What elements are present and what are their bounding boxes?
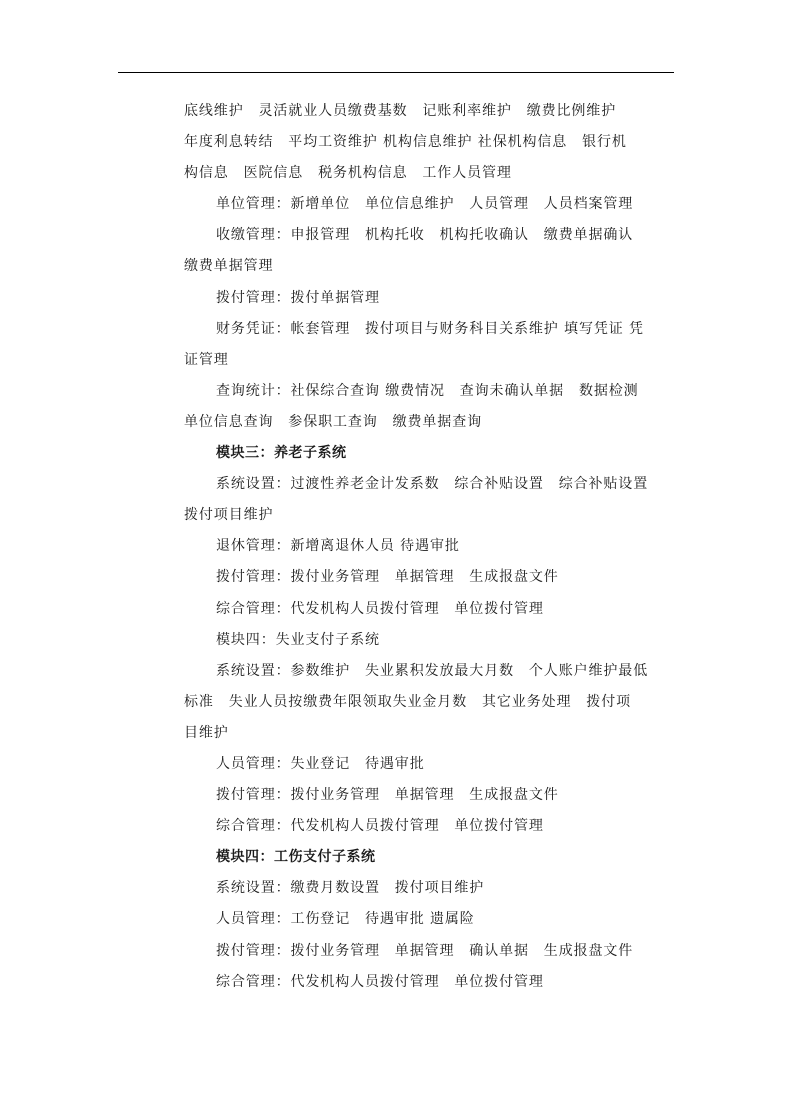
text-line-2: 年度利息转结 平均工资维护 机构信息维护 社保机构信息 银行机 [184, 134, 627, 151]
collection-management-line-cont: 缴费单据管理 [184, 258, 274, 275]
unemployment-system-settings-line-cont-1: 标准 失业人员按缴费年限领取失业金月数 其它业务处理 拨付项 [184, 693, 631, 710]
document-body [184, 96, 674, 998]
unemployment-personnel-management-line: 人员管理：失业登记 待遇审批 [216, 755, 425, 772]
injury-personnel-management-line: 人员管理：工伤登记 待遇审批 遗属险 [216, 911, 475, 928]
module-4-unemployment-heading: 模块四：失业支付子系统 [216, 631, 380, 648]
pension-payment-management-line: 拨付管理：拨付业务管理 单据管理 生成报盘文件 [216, 569, 559, 586]
unit-management-line: 单位管理：新增单位 单位信息维护 人员管理 人员档案管理 [216, 196, 634, 213]
pension-system-settings-line: 系统设置：过渡性养老金计发系数 综合补贴设置 综合补贴设置 [216, 476, 649, 493]
query-statistics-line-cont: 单位信息查询 参保职工查询 缴费单据查询 [184, 413, 482, 430]
unemployment-system-settings-line: 系统设置：参数维护 失业累积发放最大月数 个人账户维护最低 [216, 662, 649, 679]
financial-voucher-line: 财务凭证：帐套管理 拨付项目与财务科目关系维护 填写凭证 凭 [216, 320, 644, 337]
injury-comprehensive-management-line: 综合管理：代发机构人员拨付管理 单位拨付管理 [216, 973, 544, 990]
pension-comprehensive-management-line: 综合管理：代发机构人员拨付管理 单位拨付管理 [216, 600, 544, 617]
unemployment-comprehensive-management-line: 综合管理：代发机构人员拨付管理 单位拨付管理 [216, 818, 544, 835]
retirement-management-line: 退休管理：新增离退休人员 待遇审批 [216, 538, 460, 555]
unemployment-system-settings-line-cont-2: 目维护 [184, 724, 229, 741]
unemployment-payment-management-line: 拨付管理：拨付业务管理 单据管理 生成报盘文件 [216, 787, 559, 804]
module-4-injury-heading: 模块四：工伤支付子系统 [216, 849, 376, 866]
header-rule [118, 72, 674, 73]
query-statistics-line: 查询统计：社保综合查询 缴费情况 查询未确认单据 数据检测 [216, 382, 639, 399]
module-3-heading: 模块三：养老子系统 [216, 445, 347, 462]
financial-voucher-line-cont: 证管理 [184, 351, 229, 368]
injury-system-settings-line: 系统设置：缴费月数设置 拨付项目维护 [216, 880, 485, 897]
collection-management-line: 收缴管理：申报管理 机构托收 机构托收确认 缴费单据确认 [216, 227, 634, 244]
pension-system-settings-line-cont: 拨付项目维护 [184, 507, 274, 524]
text-line-1: 底线维护 灵活就业人员缴费基数 记账利率维护 缴费比例维护 [184, 103, 617, 119]
payment-management-line: 拨付管理：拨付单据管理 [216, 289, 380, 306]
injury-payment-management-line: 拨付管理：拨付业务管理 单据管理 确认单据 生成报盘文件 [216, 942, 634, 959]
text-line-3: 构信息 医院信息 税务机构信息 工作人员管理 [184, 165, 512, 182]
